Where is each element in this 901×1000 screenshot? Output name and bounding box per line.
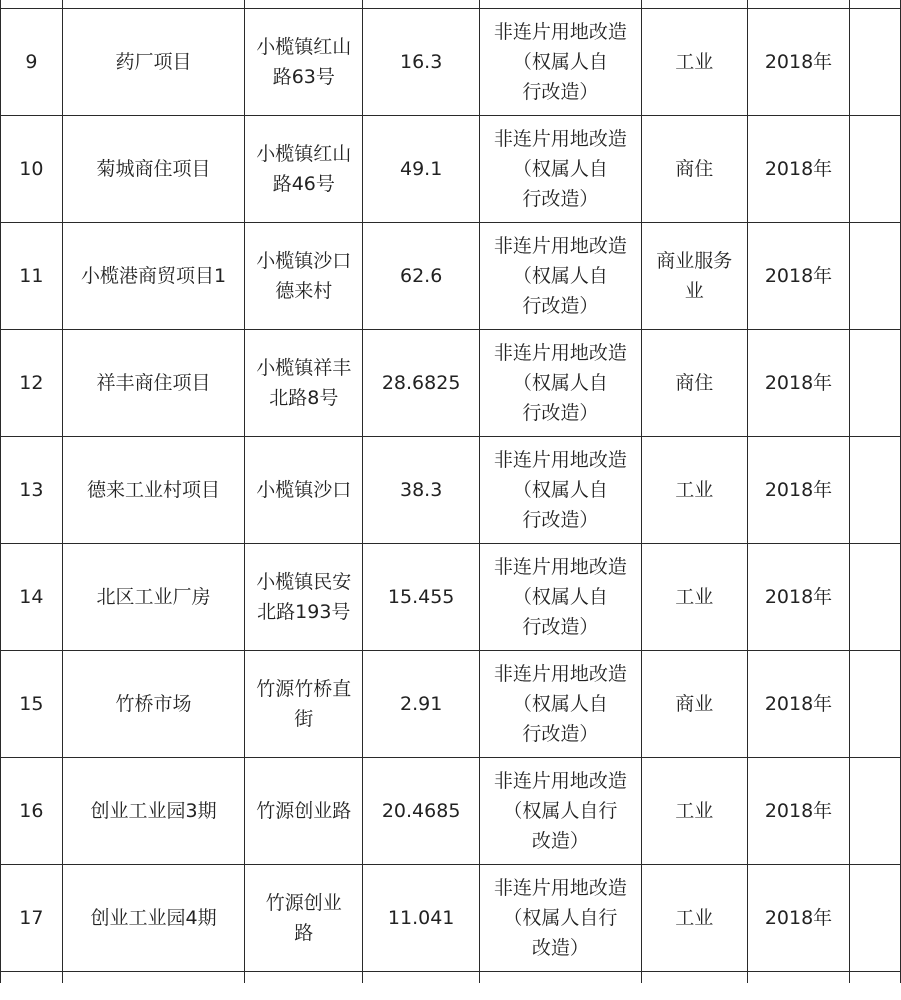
cell-method [480, 115, 642, 222]
cell-method-line: 非连片用地改造 [493, 341, 627, 364]
cell-method [480, 543, 642, 650]
cell-method [480, 757, 642, 864]
cell-location [245, 864, 363, 971]
cell-year: 2018年 [747, 543, 850, 650]
cell-area: 62.6 [363, 222, 480, 329]
cell-location [245, 543, 363, 650]
cell-land-use [641, 436, 747, 543]
table-row [1, 329, 901, 436]
cell-year: 2018年 [747, 757, 850, 864]
cell-method [480, 222, 642, 329]
table-row [1, 8, 901, 115]
cell-method-line: 行改造） [522, 294, 599, 317]
cell-land-use [641, 329, 747, 436]
cell-land-use [641, 650, 747, 757]
cell-method-line: 非连片用地改造 [493, 769, 627, 792]
cell-land-use-line: 商住 [675, 157, 714, 180]
cell-method [480, 864, 642, 971]
cell-number: 10 [1, 115, 63, 222]
cell-number: 17 [1, 864, 63, 971]
cell-number: 9 [1, 8, 63, 115]
cell-empty [850, 329, 901, 436]
cell-year: 2018年 [747, 115, 850, 222]
cell-method [480, 436, 642, 543]
cell-project-name: 祥丰商住项目 [62, 329, 245, 436]
cell-area: 15.455 [363, 543, 480, 650]
table-body [1, 0, 901, 983]
cell-project-name: 竹桥市场 [62, 650, 245, 757]
cell-land-use-line: 工业 [675, 478, 714, 501]
cell-number: 14 [1, 543, 63, 650]
cell-land-use-line: 业 [684, 279, 704, 302]
cell-location-line: 路63号 [272, 65, 335, 88]
cell-location [245, 115, 363, 222]
table-row [1, 222, 901, 329]
cell-location-line: 小榄镇民安 [256, 570, 352, 593]
table-row [1, 436, 901, 543]
cell-empty [850, 222, 901, 329]
cell-empty [850, 543, 901, 650]
cell-method-line: （权属人自 [512, 585, 608, 608]
cell-location-line: 竹源竹桥直 [256, 677, 352, 700]
cell-land-use-line: 工业 [675, 906, 714, 929]
cell-project-name: 德来工业村项目 [62, 436, 245, 543]
cell-location-line: 小榄镇沙口 [256, 249, 352, 272]
table-row [1, 115, 901, 222]
cell-method-line: 改造） [531, 829, 589, 852]
cell-location-line: 小榄镇红山 [256, 35, 352, 58]
cell-number: 11 [1, 222, 63, 329]
cell-method-line: （权属人自 [512, 478, 608, 501]
cell-project-name: 创业工业园4期 [62, 864, 245, 971]
cell-method [480, 329, 642, 436]
cell-method-line: 非连片用地改造 [493, 127, 627, 150]
cell-area: 20.4685 [363, 757, 480, 864]
cell-method-line: （权属人自行 [503, 906, 618, 929]
cell-method-line: 行改造） [522, 187, 599, 210]
cell-empty [850, 115, 901, 222]
cell-location-line: 小榄镇沙口 [256, 478, 352, 501]
cell-area: 16.3 [363, 8, 480, 115]
cell-location-line: 小榄镇祥丰 [256, 356, 352, 379]
cell-location-line: 竹源创业路 [256, 799, 352, 822]
table-row [1, 757, 901, 864]
cell-method-line: 行改造） [522, 401, 599, 424]
cell-area: 11.041 [363, 864, 480, 971]
table-row-partial-bottom [1, 971, 901, 983]
cell-land-use-line: 商住 [675, 371, 714, 394]
cell-number: 13 [1, 436, 63, 543]
cell-area: 38.3 [363, 436, 480, 543]
cell-year: 2018年 [747, 8, 850, 115]
cell-year: 2018年 [747, 864, 850, 971]
cell-method-line: （权属人自 [512, 371, 608, 394]
cell-method-line: （权属人自 [512, 264, 608, 287]
cell-method [480, 8, 642, 115]
cell-location-line: 街 [294, 707, 314, 730]
cell-number: 16 [1, 757, 63, 864]
cell-method-line: （权属人自行 [503, 799, 618, 822]
cell-method-line: 非连片用地改造 [493, 662, 627, 685]
cell-location [245, 329, 363, 436]
cell-empty [850, 8, 901, 115]
cell-number: 12 [1, 329, 63, 436]
cell-land-use [641, 864, 747, 971]
cell-area: 28.6825 [363, 329, 480, 436]
cell-area: 49.1 [363, 115, 480, 222]
cell-empty [850, 757, 901, 864]
cell-method-line: 行改造） [522, 80, 599, 103]
cell-project-name: 北区工业厂房 [62, 543, 245, 650]
table-row-partial-top [1, 0, 901, 8]
cell-method-line: 改造） [531, 936, 589, 959]
cell-year: 2018年 [747, 436, 850, 543]
cell-area: 2.91 [363, 650, 480, 757]
table-row [1, 543, 901, 650]
cell-land-use [641, 115, 747, 222]
cell-year: 2018年 [747, 222, 850, 329]
cell-land-use [641, 543, 747, 650]
cell-project-name: 药厂项目 [62, 8, 245, 115]
cell-location-line: 德来村 [275, 279, 333, 302]
cell-location [245, 436, 363, 543]
cell-empty [850, 864, 901, 971]
cell-land-use [641, 8, 747, 115]
cell-location-line: 竹源创业 [265, 891, 342, 914]
cell-land-use-line: 工业 [675, 585, 714, 608]
cell-method-line: 非连片用地改造 [493, 20, 627, 43]
cell-land-use-line: 商业服务 [656, 249, 733, 272]
cell-year: 2018年 [747, 329, 850, 436]
cell-location-line: 路46号 [272, 172, 335, 195]
cell-location-line: 北路8号 [269, 386, 339, 409]
cell-land-use-line: 工业 [675, 50, 714, 73]
cell-method-line: 非连片用地改造 [493, 448, 627, 471]
table-row [1, 864, 901, 971]
cell-land-use-line: 工业 [675, 799, 714, 822]
cell-method-line: 非连片用地改造 [493, 234, 627, 257]
cell-land-use [641, 757, 747, 864]
cell-land-use [641, 222, 747, 329]
cell-method-line: （权属人自 [512, 157, 608, 180]
cell-year: 2018年 [747, 650, 850, 757]
cell-project-name: 菊城商住项目 [62, 115, 245, 222]
cell-method-line: 行改造） [522, 508, 599, 531]
cell-method-line: 非连片用地改造 [493, 876, 627, 899]
cell-location [245, 222, 363, 329]
cell-method-line: （权属人自 [512, 692, 608, 715]
cell-land-use-line: 商业 [675, 692, 714, 715]
cell-empty [850, 436, 901, 543]
cell-location-line: 小榄镇红山 [256, 142, 352, 165]
cell-method [480, 650, 642, 757]
cell-empty [850, 650, 901, 757]
cell-project-name: 创业工业园3期 [62, 757, 245, 864]
cell-number: 15 [1, 650, 63, 757]
cell-location [245, 757, 363, 864]
cell-location [245, 8, 363, 115]
cell-method-line: 非连片用地改造 [493, 555, 627, 578]
cell-method-line: 行改造） [522, 722, 599, 745]
cell-project-name: 小榄港商贸项目1 [62, 222, 245, 329]
cell-location-line: 路 [294, 921, 314, 944]
cell-method-line: （权属人自 [512, 50, 608, 73]
table-row [1, 650, 901, 757]
cell-method-line: 行改造） [522, 615, 599, 638]
cell-location [245, 650, 363, 757]
cell-location-line: 北路193号 [257, 600, 351, 623]
